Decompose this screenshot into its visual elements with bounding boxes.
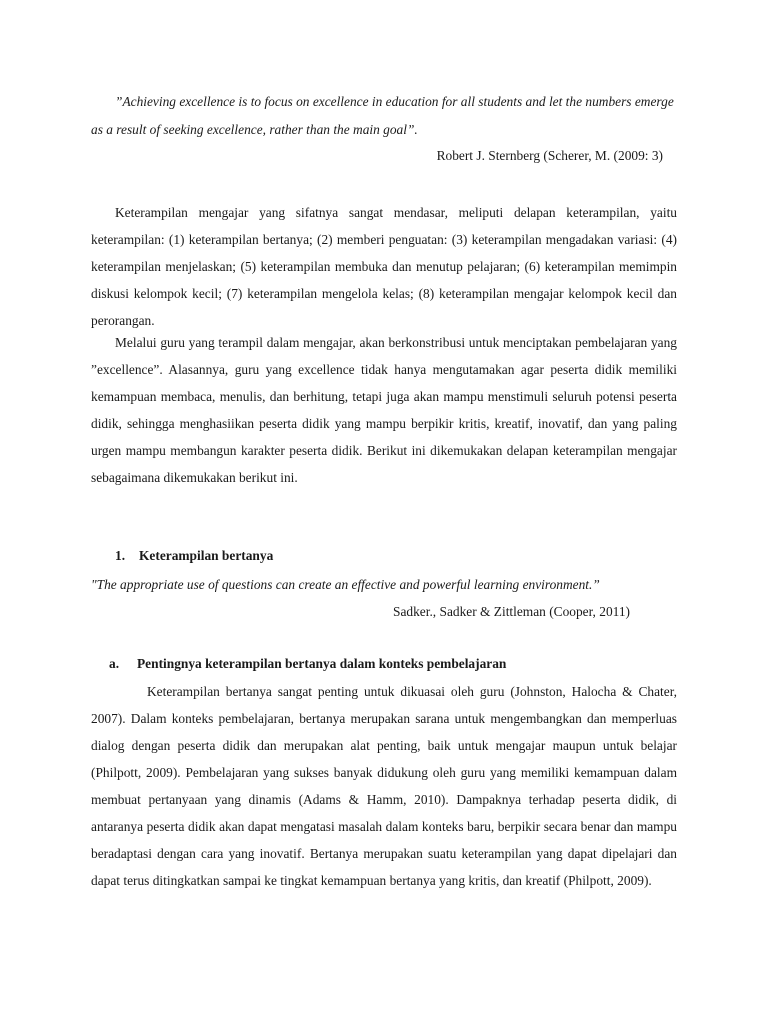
paragraph-2: Melalui guru yang terampil dalam mengajar, akan berkonstribusi untuk menciptakan pembelajaran yang ”excellence”. Alasannya, guru yang excellence tidak hanya mengutamakan agar peserta didik memiliki kemampuan membaca, menulis, dan berhitung, tetapi juga akan mampu menstimuli seluruh potensi peserta didik, sehingga menghasiikan peserta didik yang mampu berpikir kritis, kreatif, inovatif, dan yang paling urgen mampu membangun karakter peserta didik. Berikut ini dikemukakan delapan keterampilan mengajar sebagaimana dikemukakan berikut ini.	[91, 335, 677, 485]
section-1-title: Keterampilan bertanya	[139, 548, 274, 563]
opening-quote-attribution: Robert J. Sternberg (Scherer, M. (2009: 3)	[436, 148, 663, 163]
subsection-a-letter: a.	[109, 656, 120, 671]
subsection-a-heading	[109, 656, 695, 672]
subsection-a-paragraph: Keterampilan bertanya sangat penting untuk dikuasai oleh guru (Johnston, Halocha & Chater, 2007). Dalam konteks pembelajaran, bertanya merupakan sarana untuk mengembangkan dan memperluas dialog dengan peserta didik dan merupakan alat penting, baik untuk mengajar maupun untuk belajar (Philpott, 2009). Pembelajaran yang sukses banyak didukung oleh guru yang memiliki kemampuan dalam membuat pertanyaan yang dinamis (Adams & Hamm, 2010). Dampaknya terhadap peserta didik, di antaranya peserta didik akan dapat mengatasi masalah dalam konteks baru, berpikir secara benar dan mampu beradaptasi dengan cara yang inovatif. Bertanya merupakan suatu keterampilan yang dapat dipelajari dan dapat terus ditingkatkan sampai ke tingkat kemampuan bertanya yang kritis, dan kreatif (Philpott, 2009).	[91, 684, 677, 888]
subsection-a-body	[91, 678, 677, 894]
section-1-quote-attribution: Sadker., Sadker & Zittleman (Cooper, 2011)	[393, 604, 630, 619]
paragraph-1: Keterampilan mengajar yang sifatnya sangat mendasar, meliputi delapan keterampilan, yaitu keterampilan: (1) keterampilan bertanya; (2) memberi penguatan: (3) keterampilan mengadakan variasi: (4) keterampilan menjelaskan; (5) keterampilan membuka dan menutup pelajaran; (6) keterampilan memimpin diskusi kelompok kecil; (7) keterampilan mengelola kelas; (8) keterampilan mengajar kelompok kecil dan perorangan.	[91, 205, 677, 328]
opening-quote: ”Achieving excellence is to focus on excellence in education for all students and let the numbers emerge as a result of seeking excellence, rather than the main goal”.	[91, 94, 674, 137]
section-1-number: 1.	[115, 548, 126, 563]
section-1-quote: "The appropriate use of questions can create an effective and powerful learning environment.”	[91, 577, 600, 592]
section-1-heading	[115, 548, 701, 564]
subsection-a-title: Pentingnya keterampilan bertanya dalam konteks pembelajaran	[137, 656, 507, 671]
